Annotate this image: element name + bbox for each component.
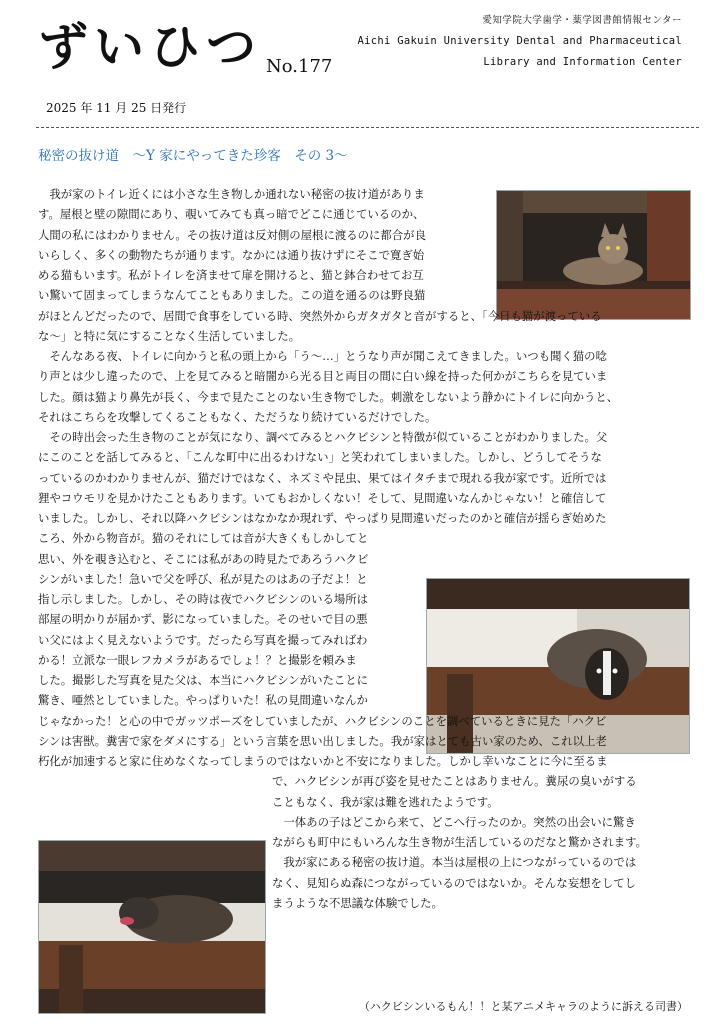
- body-line: で、ハクビシンが再び姿を見せたことはありません。糞尿の臭いがする: [272, 774, 637, 789]
- org-name-en-1: Aichi Gakuin University Dental and Pharmaceutical: [357, 35, 682, 47]
- body-line: い驚いて固まってしまうなんてこともありました。この道を通るのは野良猫: [38, 288, 426, 303]
- body-line: い父にはよく見えないようです。だったら写真を撮ってみればわ: [38, 632, 368, 647]
- body-line: す。屋根と壁の隙間にあり、覗いてみても真っ暗でどこに通じているのか、: [38, 207, 425, 222]
- photo-cat: [496, 190, 691, 320]
- body-line: なく、見知らぬ森につながっているのではないか。そんな妄想をしてし: [272, 875, 637, 890]
- body-line: まうような不思議な体験でした。: [272, 895, 443, 910]
- body-line: 我が家にある秘密の抜け道。本当は屋根の上につながっているのでは: [272, 855, 637, 870]
- body-line: 狸やコウモリを見かけたこともあります。いてもおかしくない！そして、見間違いなんかじゃない！と確信して: [38, 490, 607, 505]
- dashed-divider: [36, 127, 699, 128]
- issue-number: No.177: [266, 56, 333, 77]
- body-line: した。顔は猫より鼻先が長く、今まで見たことのない生き物でした。刺激をしないよう静かにトイレに向かうと、: [38, 389, 619, 404]
- civet-beam-illustration: [39, 841, 265, 1013]
- body-line: した。撮影した写真を見た父は、本当にハクビシンがいたことに: [38, 673, 369, 687]
- body-line: いらしく、多くの動物たちが通ります。なかには通り抜けずにそこで寛ぎ始: [38, 247, 425, 262]
- org-name-jp: 愛知学院大学歯学・薬学図書館情報センター: [482, 15, 682, 26]
- body-line: な～」と特に気にすることなく生活していました。: [38, 328, 300, 343]
- body-line: ころ、外から物音が。猫のそれにしては音が大きくもしかしてと: [38, 531, 369, 546]
- body-line: そんなある夜、トイレに向かうと私の頭上から「う～…」とうなり声が聞こえてきました。いつも聞く猫の唸: [38, 349, 607, 363]
- body-line: シンは害獣。糞害で家をダメにする」という言葉を思い出しました。我が家はとても古い家のため、これ以上老: [38, 733, 607, 748]
- body-line: シンがいました！急いで父を呼び、私が見たのはあの子だよ！と: [38, 571, 368, 586]
- org-name-en-2: Library and Information Center: [483, 56, 682, 68]
- cat-photo-illustration: [497, 191, 690, 319]
- body-line: がほとんどだったので、居間で食事をしている時、突然外からガタガタと音がすると、「今日も猫が渡っている: [38, 308, 602, 323]
- body-line: 驚き、唖然としていました。やっぱりいた！私の見間違いなんか: [38, 693, 368, 708]
- body-line: じゃなかった！と心の中でガッツポーズをしていましたが、ハクビシンのことを調べているときに見た「ハクビ: [38, 713, 607, 728]
- photo-civet-beam: [38, 840, 266, 1014]
- body-line: 一体あの子はどこから来て、どこへ行ったのか。突然の出会いに驚き: [272, 814, 636, 829]
- body-line: こともなく、我が家は難を逃れたようです。: [272, 794, 499, 809]
- body-line: にこのことを話してみると、「こんな町中に出るわけない」と笑われてしまいました。しかし、どうしてそうな: [38, 450, 602, 465]
- body-line: 人間の私にはわかりません。その抜け道は反対側の屋根に渡るのに都合が良: [38, 227, 426, 242]
- body-line: その時出会った生き物のことが気になり、調べてみるとハクビシンと特徴が似ていることがわかりました。父: [38, 430, 608, 444]
- body-line: かる！立派な一眼レフカメラがあるでしょ！？と撮影を頼みま: [38, 652, 357, 667]
- body-line: っているのかわかりませんが、猫だけではなく、ネズミや昆虫、果てはイタチまで現れる我が家です。近所では: [38, 470, 607, 485]
- body-line: 思い、外を覗き込むと、そこには私があの時見たであろうハクビ: [38, 551, 369, 566]
- body-line: り声とは少し違ったので、上を見てみると暗闇から光る目と両目の間に白い線を持った何かがこちらを見ていま: [38, 369, 608, 384]
- body-line: ながらも町中にもいろんな生き物が生活しているのだなと驚かされます。: [272, 835, 647, 849]
- publish-date: 2025 年 11 月 25 日発行: [46, 101, 187, 115]
- article-title: 秘密の抜け道 ～Y 家にやってきた珍客 その 3～: [38, 148, 348, 164]
- body-line: いました。しかし、それ以降ハクビシンはなかなか現れず、やっぱり見間違いだったのかと確信が揺らぎ始めた: [38, 511, 607, 525]
- body-line: める猫もいます。私がトイレを済ませて扉を開けると、猫と鉢合わせてお互: [38, 268, 424, 282]
- body-line: 指し示しました。しかし、その時は夜でハクビシンのいる場所は: [38, 592, 369, 606]
- body-line: 朽化が加速すると家に住めなくなってしまうのではないかと不安になりました。しかし幸いなことに今に至るま: [38, 754, 608, 768]
- body-line: 我が家のトイレ近くには小さな生き物しか通れない秘密の抜け道がありま: [38, 187, 425, 201]
- body-line: 部屋の明かりが届かず、影になっていました。そのせいで目の悪: [38, 612, 368, 627]
- body-line: それはこちらを攻撃してくることもなく、ただうなり続けているだけでした。: [38, 409, 437, 424]
- masthead-title: ずいひつ: [38, 17, 262, 76]
- author-signature: （ハクビシンいるもん！！と某アニメキャラのように訴える司書）: [358, 1000, 688, 1013]
